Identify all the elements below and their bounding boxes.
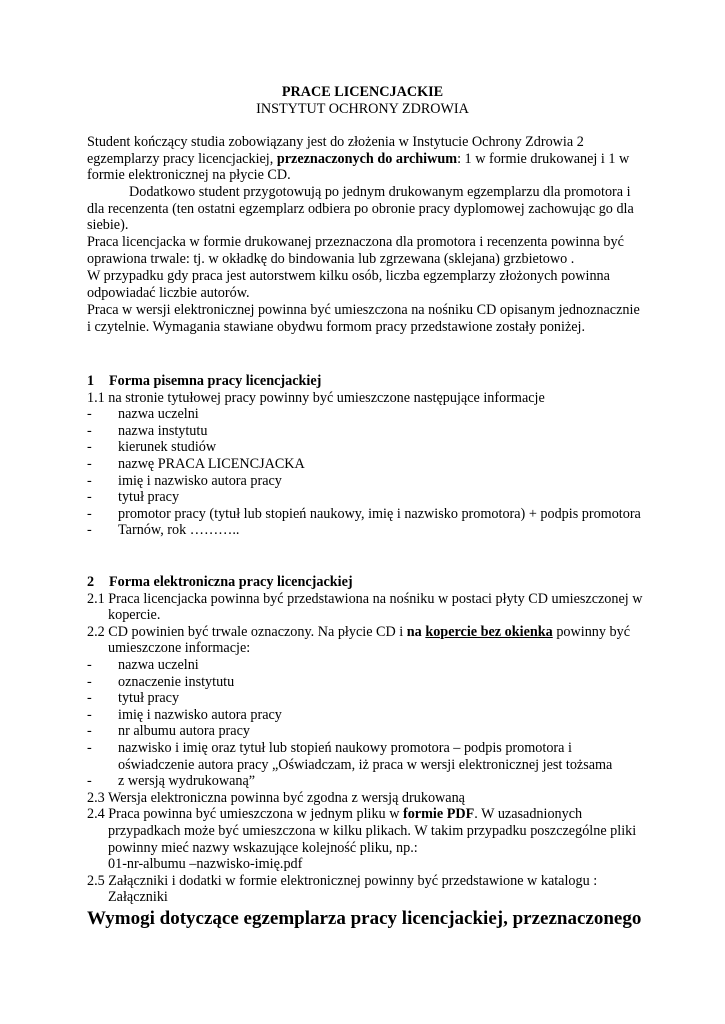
list-item: - nazwa uczelni: [87, 656, 199, 673]
list-item: - kierunek studiów: [87, 439, 217, 456]
item-2-4-text-a: 2.4 Praca powinna być umieszczona w jednym pliku w: [87, 806, 403, 823]
list-item: - imię i nazwisko autora pracy: [87, 472, 282, 489]
intro-paragraph-2: Dodatkowo student przygotowują po jednym drukowanym egzemplarzu dla promotora i dla recenzenta (ten ostatni egzemplarz odbiera po obronie pracy dyplomowej zachowując go dla siebie).: [87, 184, 634, 234]
item-2-4-text-c: . W uzasadnionych przypadkach może być umieszczona w kilku plikach. W takim przypadku poszczególne pliki powinny mieć nazwy wskazujące kolejność pliku, np.:: [108, 806, 637, 856]
section-1-title: Forma pisemna pracy licencjackiej: [109, 373, 322, 389]
section-2-item-2-5: 2.5 Załączniki i dodatki w formie elektronicznej powinny być przedstawione w katalogu : Załączniki: [87, 872, 598, 906]
section-1-lead: 1.1 na stronie tytułowej pracy powinny być umieszczone następujące informacje: [87, 389, 545, 406]
list-item-text: z wersją wydrukowaną”: [118, 773, 256, 790]
list-item: - Tarnów, rok ………..: [87, 522, 240, 539]
section-1-number: 1: [87, 373, 95, 389]
list-item: - tytuł pracy: [87, 690, 180, 707]
list-item: - tytuł pracy: [87, 489, 180, 506]
list-item: - nr albumu autora pracy: [87, 723, 250, 740]
intro-p1-bold: przeznaczonych do archiwum: [276, 150, 458, 167]
list-item-text: nazwę PRACA LICENCJACKA: [118, 455, 305, 472]
intro-paragraph-5: Praca w wersji elektronicznej powinna być umieszczona na nośniku CD opisanym jednoznacznie i czytelnie. Wymagania stawiane obydwu formom pracy przedstawione zostały poniżej.: [87, 302, 640, 335]
list-item-text: nazwisko i imię oraz tytuł lub stopień naukowy promotora – podpis promotora i oświadczenie autora pracy „Oświadczam, iż praca w wersji elektronicznej jest tożsama: [118, 739, 613, 773]
section-2-title: Forma elektroniczna pracy licencjackiej: [109, 574, 353, 590]
item-2-2-bold: na: [406, 623, 426, 640]
section-2-list: [87, 657, 647, 790]
section-2-number: 2: [87, 574, 95, 590]
list-item: - oznaczenie instytutu: [87, 673, 235, 690]
list-item-text: promotor pracy (tytuł lub stopień naukowy, imię i nazwisko promotora) + podpis promotora: [118, 505, 641, 522]
list-item-text: nazwa uczelni: [118, 656, 199, 673]
item-2-2-text-a: 2.2 CD powinien być trwale oznaczony. Na płycie CD i: [87, 623, 407, 640]
section-1-list: [87, 406, 647, 539]
item-2-4-filename: 01-nr-albumu –nazwisko-imię.pdf: [108, 856, 303, 873]
list-item-text: nr albumu autora pracy: [118, 723, 250, 740]
intro-paragraph-3: Praca licencjacka w formie drukowanej przeznaczona dla promotora i recenzenta powinna być oprawiona trwale: tj. w okładkę do bindowania lub zgrzewana (sklejana) grzbietowo .: [87, 234, 624, 267]
list-item-text: kierunek studiów: [118, 439, 217, 456]
page-subtitle: INSTYTUT OCHRONY ZDROWIA: [256, 101, 469, 117]
list-item: - nazwa instytutu: [87, 422, 208, 439]
list-item: - promotor pracy (tytuł lub stopień naukowy, imię i nazwisko promotora) + podpis promotora: [87, 505, 641, 522]
section-2-heading: [87, 574, 647, 591]
list-item: - nazwa uczelni: [87, 406, 199, 423]
page-title: PRACE LICENCJACKIE: [281, 84, 444, 100]
intro-p1-text-c: : 1 w formie drukowanej i 1 w formie elektronicznej na płycie CD.: [87, 150, 630, 184]
section-2-item-2-4: [87, 806, 647, 872]
list-item: - z wersją wydrukowaną”: [87, 773, 256, 790]
list-item-text: tytuł pracy: [118, 489, 180, 506]
section-2-item-2-2: [87, 624, 647, 657]
intro-paragraph-1: [87, 134, 647, 184]
list-item-text: Tarnów, rok ………..: [118, 522, 240, 539]
list-item: - imię i nazwisko autora pracy: [87, 706, 282, 723]
list-item-text: tytuł pracy: [118, 690, 180, 707]
list-item-text: imię i nazwisko autora pracy: [118, 706, 282, 723]
list-item-text: nazwa uczelni: [118, 406, 199, 423]
item-2-2-text-d: powinny być umieszczone informacje:: [108, 623, 631, 657]
list-item: - nazwisko i imię oraz tytuł lub stopień naukowy promotora – podpis promotora i oświadczenie autora pracy „Oświadczam, iż praca w wersji elektronicznej jest tożsama: [87, 739, 613, 773]
section-2: [87, 574, 647, 906]
item-2-4-bold: formie PDF: [402, 806, 475, 823]
list-item-text: imię i nazwisko autora pracy: [118, 472, 282, 489]
section-2-item-2-3: 2.3 Wersja elektroniczna powinna być zgodna z wersją drukowaną: [87, 789, 465, 806]
list-item-text: nazwa instytutu: [118, 422, 208, 439]
list-item: - nazwę PRACA LICENCJACKA: [87, 455, 305, 472]
list-item-text: oznaczenie instytutu: [118, 673, 235, 690]
intro-paragraph-4: W przypadku gdy praca jest autorstwem kilku osób, liczba egzemplarzy złożonych powinna odpowiadać liczbie autorów.: [87, 268, 610, 301]
section-2-item-2-1: 2.1 Praca licencjacka powinna być przedstawiona na nośniku w postaci płyty CD umieszczonej w kopercie.: [87, 590, 643, 624]
footer-heading: Wymogi dotyczące egzemplarza pracy licencjackiej, przeznaczonego: [87, 908, 642, 929]
intro-p1-text-a: Student kończący studia zobowiązany jest do złożenia w Instytucie Ochrony Zdrowia 2 egzemplarzy pracy licencjackiej,: [87, 134, 584, 167]
section-1: [87, 373, 647, 539]
item-2-2-underline: kopercie bez okienka: [425, 623, 553, 640]
section-1-heading: [87, 373, 647, 390]
